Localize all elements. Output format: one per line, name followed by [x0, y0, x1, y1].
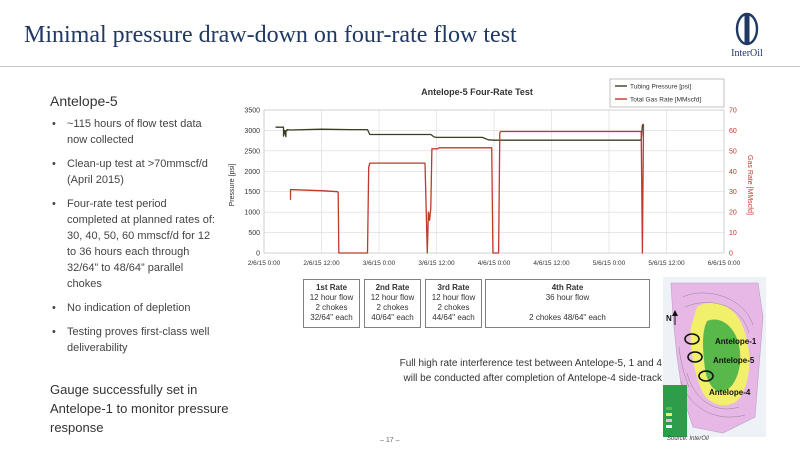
rate-box-line: 2 chokes 48/64" each	[529, 313, 606, 322]
left-axis-ticks	[244, 108, 260, 258]
bullet-text: ~115 hours of flow test data now collected	[67, 118, 202, 146]
rate-box-line: 12 hour flow	[431, 293, 476, 302]
x-tick-label: 4/6/15 12:00	[533, 260, 570, 267]
y-tick-label: 0	[256, 250, 260, 258]
rate-box-line: 2 chokes	[376, 303, 409, 312]
y-tick-label: 3500	[244, 107, 260, 115]
bullet-icon: •	[52, 326, 56, 338]
right-axis-ticks	[729, 108, 737, 258]
y-tick-label: 1500	[244, 189, 260, 197]
section-subhead: Antelope-5	[50, 93, 118, 109]
rate-box-1	[303, 279, 360, 328]
map-label-antelope-5: Antelope-5	[713, 356, 755, 365]
legend-label-gas: Total Gas Rate [MMscfd]	[630, 96, 702, 104]
rate-box-title: 4th Rate	[551, 283, 584, 292]
y2-tick-label: 70	[729, 107, 737, 115]
rate-box-line	[486, 303, 649, 313]
left-axis-label: Pressure [psi]	[229, 163, 236, 207]
map-label-antelope-1: Antelope-1	[715, 337, 757, 346]
y-tick-label: 2500	[244, 148, 260, 156]
title-divider	[0, 66, 800, 67]
chart-title: Antelope-5 Four-Rate Test	[421, 87, 533, 97]
rate-box-title: 2nd Rate	[375, 283, 410, 292]
map-source: Source: InterOil	[667, 436, 709, 442]
rate-box-4	[485, 279, 650, 328]
y2-tick-label: 30	[729, 189, 737, 197]
x-tick-label: 5/6/15 0:00	[592, 260, 626, 267]
x-tick-label: 6/6/15 0:00	[707, 260, 741, 267]
rate-box-title: 3rd Rate	[437, 283, 470, 292]
list-item	[50, 156, 220, 188]
chart-svg	[227, 75, 757, 275]
field-map	[663, 277, 766, 447]
y2-tick-label: 0	[729, 250, 733, 258]
bullet-icon: •	[52, 198, 56, 210]
x-axis-ticks	[248, 260, 741, 267]
rate-box-line: 36 hour flow	[545, 293, 590, 302]
rate-box-2	[364, 279, 421, 328]
list-item	[50, 116, 220, 148]
series-line-gas-rate	[291, 124, 644, 253]
bullet-icon: •	[52, 158, 56, 170]
interference-note	[350, 356, 662, 386]
interference-note-line: will be conducted after completion of Antelope-4 side-track	[403, 373, 662, 384]
bullet-icon: •	[52, 118, 56, 130]
y-tick-label: 2000	[244, 168, 260, 176]
rate-box-line: 32/64" each	[310, 313, 353, 322]
y-tick-label: 1000	[244, 209, 260, 217]
y2-tick-label: 60	[729, 127, 737, 135]
field-map-graphic	[663, 277, 766, 437]
y-tick-label: 3000	[244, 127, 260, 135]
rate-box-line: 2 chokes	[315, 303, 348, 312]
rate-box-line: 40/64" each	[371, 313, 414, 322]
bullet-text: No indication of depletion	[67, 302, 191, 314]
rate-box-line: 2 chokes	[437, 303, 470, 312]
bullet-text: Testing proves first-class well deliverability	[67, 326, 210, 354]
rate-box-3	[425, 279, 482, 328]
y2-tick-label: 10	[729, 230, 737, 238]
x-tick-label: 5/6/15 12:00	[648, 260, 685, 267]
rate-box-line: 44/64" each	[432, 313, 475, 322]
y-tick-label: 500	[248, 230, 260, 238]
bullet-text: Clean-up test at >70mmscf/d (April 2015)	[67, 158, 208, 186]
page-number: – 17 –	[380, 437, 400, 444]
list-item	[50, 196, 220, 292]
y2-tick-label: 20	[729, 209, 737, 217]
x-tick-label: 4/6/15 0:00	[477, 260, 511, 267]
slide-title: Minimal pressure draw-down on four-rate flow test	[24, 22, 517, 48]
interference-note-line: Full high rate interference test between Antelope-5, 1 and 4	[399, 358, 662, 369]
bullet-icon: •	[52, 302, 56, 314]
logo-mark-icon	[712, 8, 782, 48]
logo-text: InterOil	[731, 48, 763, 59]
chart-grid	[264, 110, 724, 253]
list-item	[50, 324, 220, 356]
rate-box-title: 1st Rate	[315, 283, 348, 292]
flow-test-chart	[227, 75, 757, 275]
gauge-note: Gauge successfully set in Antelope-1 to monitor pressure response	[50, 382, 229, 435]
y2-tick-label: 50	[729, 148, 737, 156]
x-tick-label: 2/6/15 0:00	[247, 260, 281, 267]
x-tick-label: 3/6/15 0:00	[362, 260, 396, 267]
rate-box-line: 12 hour flow	[370, 293, 415, 302]
bullet-text: Four-rate test period completed at planned rates of: 30, 40, 50, 60 mmscf/d for 12 to 36 hours each through 32/64” to 48/64” parallel chokes	[67, 198, 215, 290]
map-label-antelope-4: Antelope-4	[709, 388, 751, 397]
chart-legend	[610, 79, 724, 107]
north-label: N	[666, 314, 672, 323]
x-tick-label: 2/6/15 12:00	[303, 260, 340, 267]
list-item	[50, 300, 220, 316]
legend-label-pressure: Tubing Pressure [psi]	[630, 83, 692, 91]
rate-box-line: 12 hour flow	[309, 293, 354, 302]
bullet-list	[50, 116, 220, 364]
y2-tick-label: 40	[729, 168, 737, 176]
company-logo	[712, 8, 782, 64]
right-axis-label: Gas Rate [MMscfd]	[746, 155, 753, 215]
x-tick-label: 3/6/15 12:00	[418, 260, 455, 267]
chart-series	[276, 124, 644, 253]
